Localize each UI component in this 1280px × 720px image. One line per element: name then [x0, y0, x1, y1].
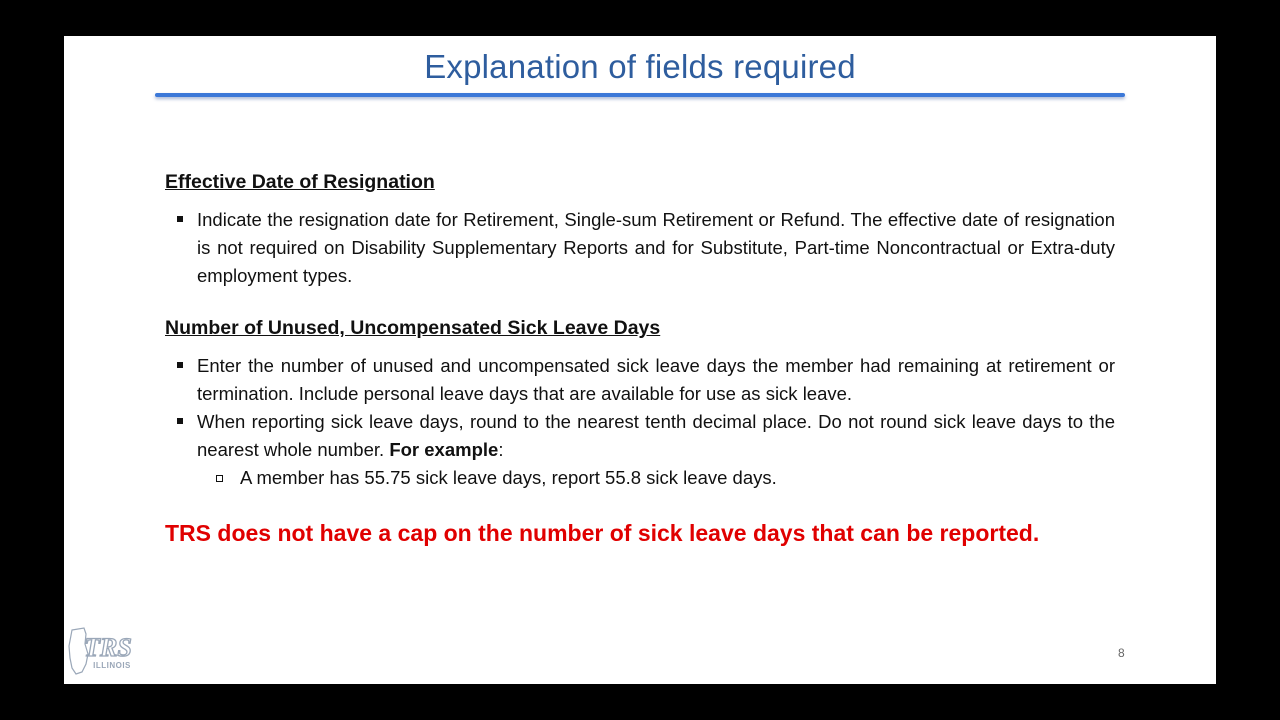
logo-letters: TRS: [84, 633, 132, 662]
slide-content: [165, 168, 1115, 548]
section-heading-resignation: Effective Date of Resignation: [165, 171, 435, 193]
highlight-note: TRS does not have a cap on the number of sick leave days that can be reported.: [165, 520, 1040, 546]
square-bullet-icon: [177, 418, 183, 424]
square-bullet-icon: [177, 362, 183, 368]
section-heading-sick-leave: Number of Unused, Uncompensated Sick Leave Days: [165, 317, 661, 339]
bullet-item: [165, 352, 1115, 408]
logo-state: ILLINOIS: [93, 661, 131, 670]
bullet-text: Enter the number of unused and uncompensated sick leave days the member had remaining at retirement or termination. Include personal leave days that are available for use as sick leave.: [197, 355, 1115, 404]
slide-title: Explanation of fields required: [424, 48, 856, 85]
bullet-tail: :: [498, 439, 504, 460]
sub-bullet-item: [165, 464, 1115, 492]
slide: [64, 36, 1216, 684]
sick-leave-bullet-list: [165, 352, 1115, 464]
bold-phrase: For example: [389, 439, 499, 460]
page-number: 8: [1118, 646, 1125, 660]
sub-bullet-text: A member has 55.75 sick leave days, report 55.8 sick leave days.: [240, 467, 777, 488]
bullet-item: [165, 206, 1115, 290]
resignation-bullet-list: [165, 206, 1115, 290]
square-bullet-icon: [177, 216, 183, 222]
title-underline: [155, 93, 1125, 97]
hollow-square-bullet-icon: [216, 475, 223, 482]
bullet-text: Indicate the resignation date for Retirement, Single-sum Retirement or Refund. The effective date of resignation is not required on Disability Supplementary Reports and for Substitute, Part-time Noncontractual or Extra-duty employment types.: [197, 209, 1115, 286]
bullet-item: [165, 408, 1115, 464]
bullet-text: When reporting sick leave days, round to the nearest tenth decimal place. Do not round sick leave days to the nearest whole number.: [197, 411, 1115, 460]
trs-illinois-logo: [64, 624, 144, 680]
